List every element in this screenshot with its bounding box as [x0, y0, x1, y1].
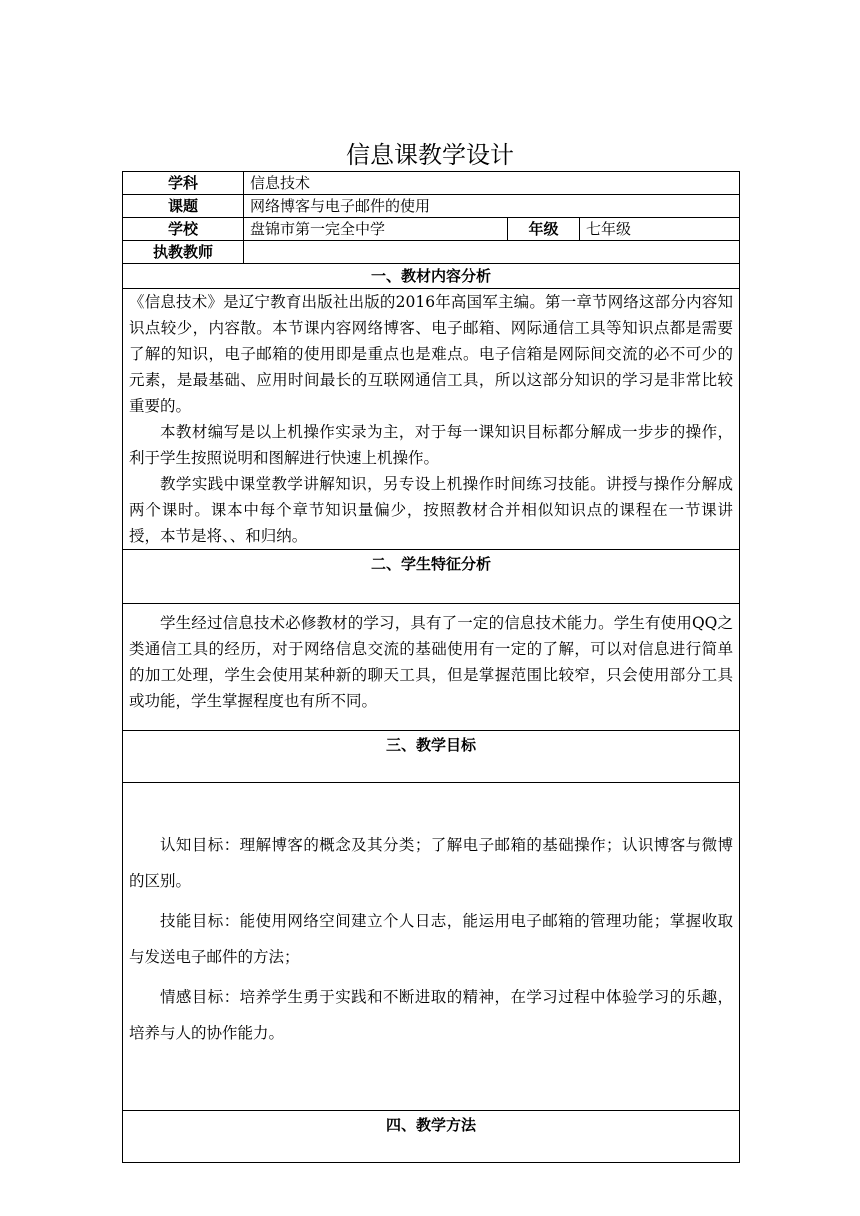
section-2-body	[123, 604, 740, 731]
section-1-paragraph: 教学实践中课堂教学讲解知识，另专设上机操作时间练习技能。讲授与操作分解成两个课时。课本中每个章节知识量偏少，按照教材合并相似知识点的课程在一节课讲授，本节是将、、和归纳。	[129, 475, 734, 545]
teacher-value	[244, 241, 740, 264]
section-1-header-row	[123, 264, 740, 289]
topic-row	[123, 195, 740, 218]
section-3-header-row	[123, 731, 740, 783]
teaching-goal: 情感目标：培养学生勇于实践和不断进取的精神，在学习过程中体验学习的乐趣，培养与人的协作能力。	[129, 988, 734, 1042]
topic-value: 网络博客与电子邮件的使用	[244, 195, 740, 218]
section-4-header-row	[123, 1111, 740, 1163]
teacher-row	[123, 241, 740, 264]
school-value: 盘锦市第一完全中学	[244, 218, 508, 241]
section-3-body	[123, 783, 740, 1111]
teaching-goal: 认知目标：理解博客的概念及其分类；了解电子邮箱的基础操作；认识博客与微博的区别。	[129, 836, 734, 890]
school-label: 学校	[123, 218, 244, 241]
section-3-body-row	[123, 783, 740, 1111]
section-1-body-row	[123, 289, 740, 550]
grade-label: 年级	[508, 218, 580, 241]
lesson-plan-table	[122, 171, 740, 1163]
topic-label: 课题	[123, 195, 244, 218]
section-1-paragraph: 《信息技术》是辽宁教育出版社出版的2016年高国军主编。第一章节网络这部分内容知识点较少，内容散。本节课内容网络博客、电子邮箱、网际通信工具等知识点都是需要了解的知识，电子邮箱的使用即是重点也是难点。电子信箱是网际间交流的必不可少的元素，是最基础、应用时间最长的互联网通信工具，所以这部分知识的学习是非常比较重要的。	[129, 293, 734, 415]
section-2-paragraph: 学生经过信息技术必修教材的学习，具有了一定的信息技术能力。学生有使用QQ之类通信工具的经历，对于网络信息交流的基础使用有一定的了解，可以对信息进行简单的加工处理，学生会使用某种新的聊天工具，但是掌握范围比较窄，只会使用部分工具或功能，学生掌握程度也有所不同。	[129, 614, 734, 710]
section-1-title: 一、教材内容分析	[123, 264, 740, 289]
section-2-body-row	[123, 604, 740, 731]
grade-value: 七年级	[580, 218, 740, 241]
subject-label: 学科	[123, 172, 244, 195]
section-2-title: 二、学生特征分析	[123, 550, 740, 604]
teaching-goal: 技能目标：能使用网络空间建立个人日志，能运用电子邮箱的管理功能；掌握收取与发送电子邮件的方法；	[129, 912, 734, 966]
subject-value: 信息技术	[244, 172, 740, 195]
document-title: 信息课教学设计	[346, 141, 514, 169]
section-1-paragraph: 本教材编写是以上机操作实录为主，对于每一课知识目标都分解成一步步的操作，利于学生按照说明和图解进行快速上机操作。	[129, 423, 734, 467]
teacher-label: 执教教师	[123, 241, 244, 264]
section-4-title: 四、教学方法	[123, 1111, 740, 1163]
subject-row	[123, 172, 740, 195]
school-row	[123, 218, 740, 241]
section-3-title: 三、教学目标	[123, 731, 740, 783]
section-2-header-row	[123, 550, 740, 604]
section-1-body	[123, 289, 740, 550]
